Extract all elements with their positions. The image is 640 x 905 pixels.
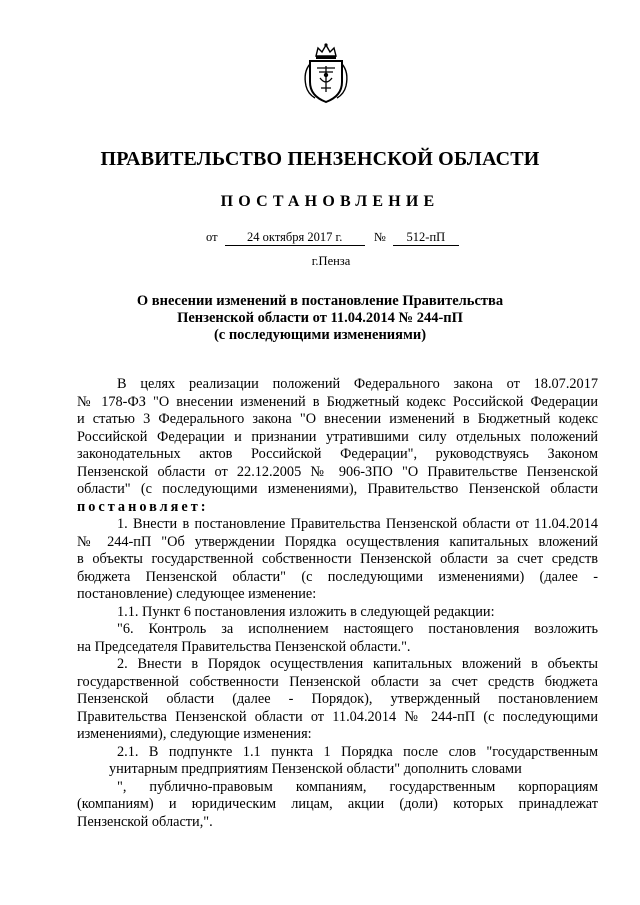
body-line: ", публично-правовым компаниям, государственным корпорациям [117,778,598,795]
body-line: и статью 3 Федерального закона "О внесении изменений в Бюджетный кодекс [77,411,598,427]
government-title: ПРАВИТЕЛЬСТВО ПЕНЗЕНСКОЙ ОБЛАСТИ [100,148,540,170]
number-prefix: № [373,230,386,244]
body-line: Пензенской области,". [77,813,213,830]
body-line: в объекты государственной собственности Пензенской области за счет средств [77,551,598,567]
body-line: 2. Внести в Порядок осуществления капитальных вложений в объекты [117,656,598,672]
document-number: 512-пП [393,230,459,246]
document-body [77,376,598,831]
body-line: бюджета Пензенской области" (с последующими изменениями) (далее - [77,568,598,585]
body-line: Пензенской области от 22.12.2005 № 906-ЗПО "О Правительстве Пензенской [77,463,598,480]
body-line: № 178-ФЗ "О внесении изменений в Бюджетный кодекс Российской Федерации [77,393,598,410]
body-line: Российской Федерации и признании утратившими силу отдельных положений [77,428,598,445]
body-line: В целях реализации положений Федерального закона от 18.07.2017 [117,376,598,392]
date-number-line [206,230,459,246]
body-line: (компаниям) и юридическим лицам, акции (доли) которых принадлежат [77,796,598,812]
body-line: "6. Контроль за исполнением настоящего постановления возложить [117,621,598,637]
body-line: Правительства Пензенской области от 11.04.2014 № 244-пП (с последующими [77,708,598,725]
body-line: 1.1. Пункт 6 постановления изложить в следующей редакции: [117,603,495,620]
document-date: 24 октября 2017 г. [225,230,365,246]
subject-line: О внесении изменений в постановление Правительства [136,293,504,309]
body-line: законодательных актов Российской Федерации", руководствуясь Законом [77,446,598,462]
document-city: г.Пенза [311,254,351,268]
document-subject [0,293,640,344]
body-line: унитарным предприятиям Пензенской области" дополнить словами [109,761,522,777]
document-type: ПОСТАНОВЛЕНИЕ [220,193,440,210]
body-line: 1. Внести в постановление Правительства Пензенской области от 11.04.2014 [117,516,598,532]
subject-line: Пензенской области от 11.04.2014 № 244-пП [177,310,463,326]
date-prefix: от [206,230,218,244]
body-line: на Председателя Правительства Пензенской области.". [77,638,411,655]
body-line: государственной собственности Пензенской области за счет средств бюджета [77,673,598,690]
body-line: № 244-пП "Об утверждении Порядка осуществления капитальных вложений [77,533,598,550]
body-line: области" (с последующими изменениями), Правительство Пензенской области [77,481,598,497]
body-line: 2.1. В подпункте 1.1 пункта 1 Порядка после слов "государственным [117,743,598,760]
body-line: изменениями), следующие изменения: [77,726,312,742]
subject-line: (с последующими изменениями) [213,327,427,343]
body-line: постановление) следующее изменение: [77,586,317,602]
body-line: Пензенской области (далее - Порядок), утвержденный постановлением [77,691,598,707]
coat-of-arms-emblem [301,42,351,104]
resolution-word: постановляет: [77,498,209,515]
